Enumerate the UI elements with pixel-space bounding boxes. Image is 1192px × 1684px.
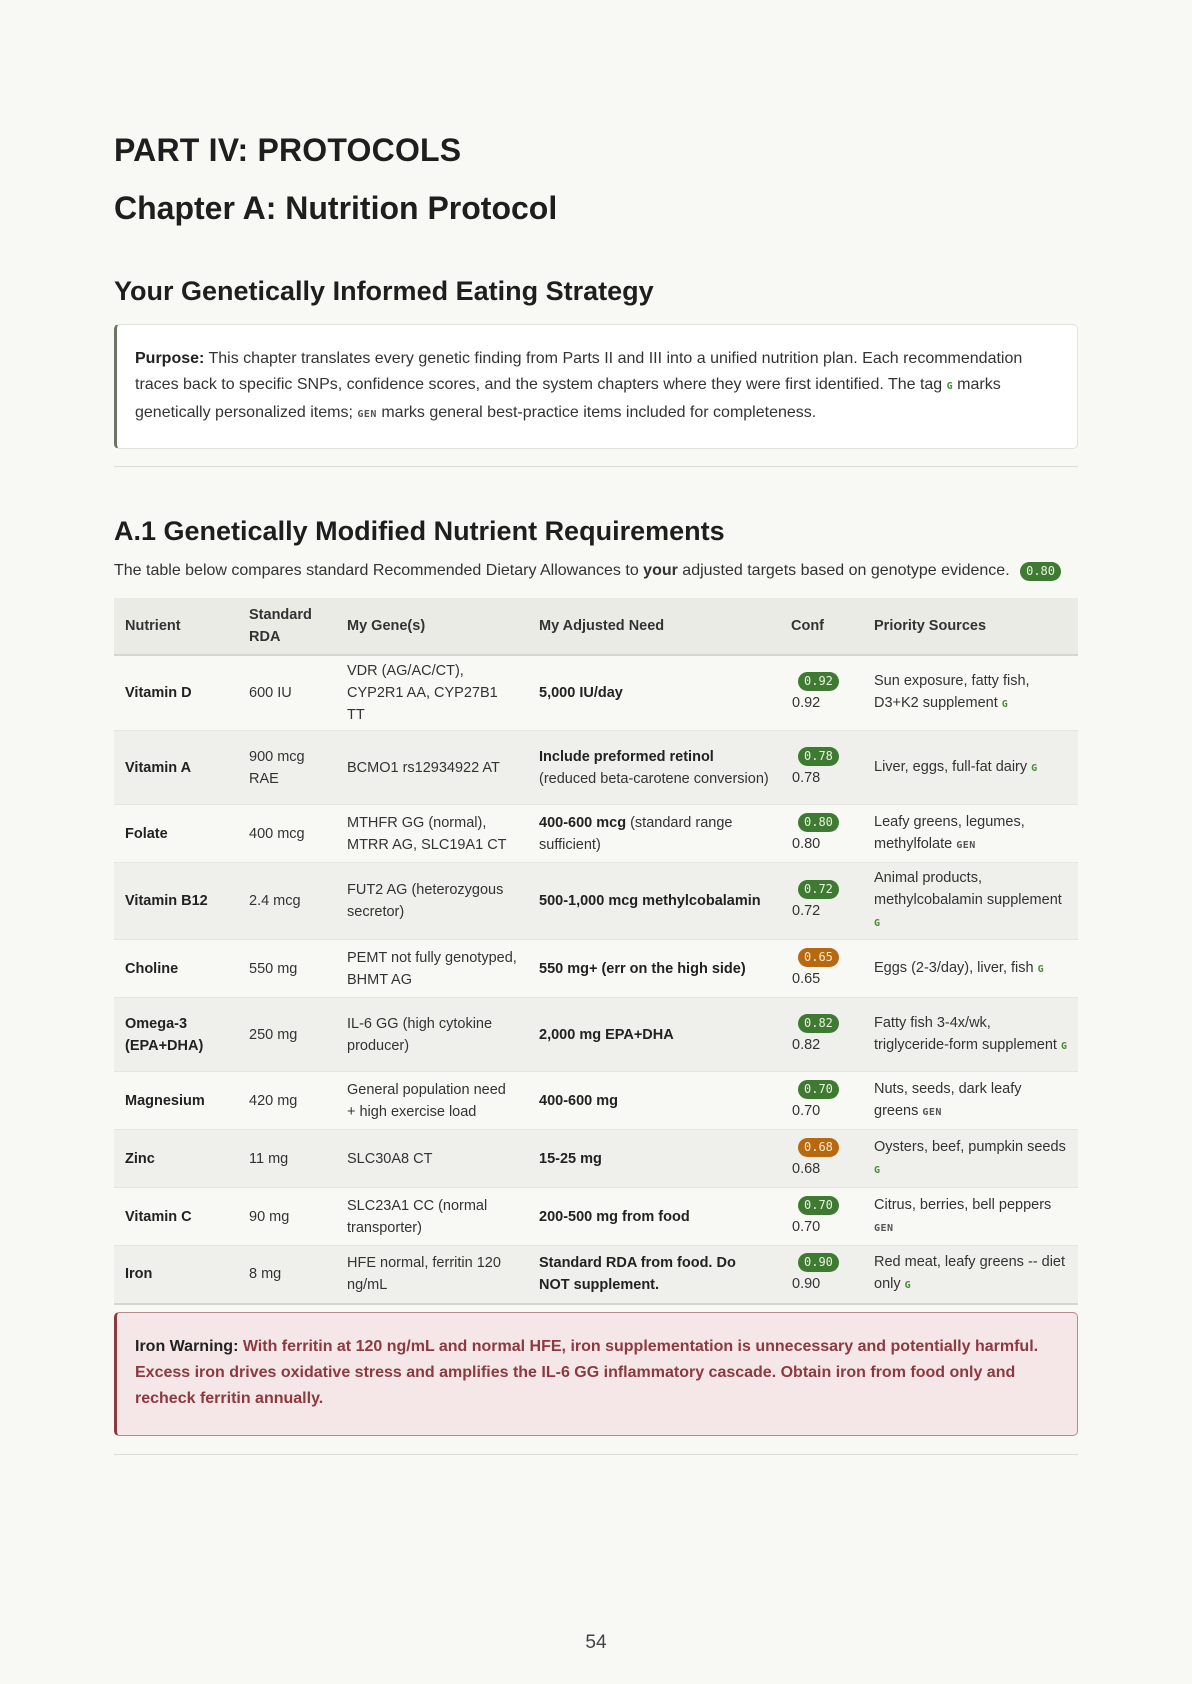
warning-text: With ferritin at 120 ng/mL and normal HFE, iron supplementation is unnecessary and potentially harmful. Excess iron drives oxidative stress and amplifies the IL-6 GG inflammatory cascade. Obtain iron from food only and recheck ferritin annually. [135,1338,1039,1407]
sources-text: Leafy greens, legumes, methylfolate [874,813,1025,852]
confidence-badge: 0.65 [798,948,839,967]
genes: VDR (AG/AC/CT), CYP2R1 AA, CYP27B1 TT [336,655,528,731]
confidence-badge: 0.72 [798,880,839,899]
table-row [114,1072,1078,1130]
confidence-badge: 0.70 [798,1196,839,1215]
purpose-label: Purpose: [135,350,205,367]
adjusted-need [528,1072,780,1130]
adjusted-need [528,998,780,1072]
purpose-text-2: marks genetically personalized items; [135,376,1001,421]
confidence-badge: 0.82 [798,1014,839,1033]
purpose-text-3: marks general best-practice items included for completeness. [376,404,817,421]
nutrient-table [114,598,1078,1305]
adjusted-need-bold: Include preformed retinol [539,748,714,765]
adjusted-need [528,863,780,940]
standard-rda: 250 mg [238,998,336,1072]
confidence-value: 0.68 [792,1160,821,1177]
genes: PEMT not fully genotyped, BHMT AG [336,940,528,998]
confidence-badge: 0.70 [798,1080,839,1099]
general-tag: GEN [956,839,976,851]
genetic-tag: G [1037,963,1044,975]
general-tag: GEN [922,1106,942,1118]
table-row [114,940,1078,998]
adjusted-need-bold: 15-25 mg [539,1150,602,1167]
genes: SLC23A1 CC (normal transporter) [336,1188,528,1246]
confidence-badge: 0.92 [798,672,839,691]
standard-rda: 550 mg [238,940,336,998]
iron-warning-callout [114,1312,1078,1436]
sources-text: Liver, eggs, full-fat dairy [874,758,1028,775]
adjusted-need-bold: 5,000 IU/day [539,685,623,701]
table-row [114,1188,1078,1246]
confidence-value: 0.70 [792,1102,821,1119]
standard-rda: 400 mcg [238,805,336,863]
divider [114,466,1078,467]
confidence-badge: 0.80 [1020,562,1061,581]
table-row [114,805,1078,863]
warning-label: Iron Warning: [135,1338,239,1355]
priority-sources [863,1072,1078,1130]
genes: SLC30A8 CT [336,1130,528,1188]
table-row [114,731,1078,805]
adjusted-need-bold: 400-600 mcg [539,814,627,831]
confidence-value: 0.78 [792,769,821,786]
divider [114,1454,1078,1455]
adjusted-need [528,805,780,863]
part-title: PART IV: PROTOCOLS [114,132,462,168]
confidence [780,1072,863,1130]
header-genes: My Gene(s) [347,618,426,634]
nutrient-name: Zinc [114,1130,238,1188]
confidence-badge: 0.90 [798,1253,839,1272]
adjusted-need-note: (standard range sufficient) [539,814,733,853]
genetic-tag: G [874,918,881,929]
nutrient-name: Omega-3 (EPA+DHA) [114,998,238,1072]
purpose-callout [114,324,1078,449]
standard-rda: 8 mg [238,1246,336,1304]
genetic-tag: G [1031,762,1038,774]
standard-rda: 900 mcg RAE [238,731,336,805]
sources-text: Eggs (2-3/day), liver, fish [874,959,1034,976]
genetic-tag: G [904,1280,911,1292]
confidence-badge: 0.80 [798,813,839,832]
confidence [780,1130,863,1188]
confidence-value: 0.90 [792,1276,821,1293]
standard-rda: 600 IU [238,655,336,731]
priority-sources [863,731,1078,805]
page-number: 54 [585,1632,607,1653]
nutrient-name: Iron [114,1246,238,1304]
nutrient-name: Vitamin B12 [114,863,238,940]
confidence [780,731,863,805]
intro-text-2: adjusted targets based on genotype evidence. [677,562,1010,579]
header-standard-rda: Standard RDA [249,607,312,645]
genes: HFE normal, ferritin 120 ng/mL [336,1246,528,1304]
sources-text: Red meat, leafy greens -- diet only [874,1254,1066,1293]
subsection-title: A.1 Genetically Modified Nutrient Requirements [114,516,725,546]
confidence [780,655,863,731]
confidence [780,863,863,940]
priority-sources [863,1188,1078,1246]
priority-sources [863,863,1078,940]
sources-text: Animal products, methylcobalamin supplement [874,870,1062,908]
intro-emphasis: your [643,562,678,579]
table-row [114,863,1078,940]
table-row [114,1246,1078,1304]
table-intro [114,562,1094,581]
confidence-value: 0.65 [792,970,821,987]
confidence [780,940,863,998]
intro-text: The table below compares standard Recommended Dietary Allowances to [114,562,644,579]
adjusted-need-bold: 200-500 mg from food [539,1208,690,1225]
header-priority-sources: Priority Sources [874,618,987,634]
confidence-value: 0.70 [792,1218,821,1235]
adjusted-need-bold: 500-1,000 mcg methylcobalamin [539,893,761,909]
genes: IL-6 GG (high cytokine producer) [336,998,528,1072]
header-adjusted-need: My Adjusted Need [539,618,665,634]
confidence-badge: 0.78 [798,747,839,766]
sources-text: Sun exposure, fatty fish, D3+K2 supplement [874,673,1030,711]
genetic-tag: G [874,1164,881,1176]
standard-rda: 11 mg [238,1130,336,1188]
genes: BCMO1 rs12934922 AT [336,731,528,805]
sources-text: Citrus, berries, bell peppers [874,1196,1052,1213]
adjusted-need-bold: 400-600 mg [539,1092,618,1109]
purpose-text: This chapter translates every genetic finding from Parts II and III into a unified nutrition plan. Each recommendation traces back to specific SNPs, confidence scores, and the system chapters where they were first identified. The tag [135,350,1023,393]
genetic-tag: G [1001,699,1008,710]
priority-sources [863,805,1078,863]
nutrient-name: Choline [114,940,238,998]
confidence [780,1188,863,1246]
header-conf: Conf [791,618,825,634]
adjusted-need [528,731,780,805]
confidence-value: 0.72 [792,903,821,919]
adjusted-need-bold: 2,000 mg EPA+DHA [539,1026,674,1043]
priority-sources [863,1130,1078,1188]
adjusted-need-bold: Standard RDA from food. Do NOT supplement. [539,1255,736,1294]
genes: MTHFR GG (normal), MTRR AG, SLC19A1 CT [336,805,528,863]
adjusted-need [528,1130,780,1188]
priority-sources [863,940,1078,998]
nutrient-name: Vitamin D [114,655,238,731]
table-row [114,655,1078,731]
header-nutrient: Nutrient [125,618,181,634]
priority-sources [863,655,1078,731]
standard-rda: 420 mg [238,1072,336,1130]
sources-text: Nuts, seeds, dark leafy greens [874,1080,1022,1119]
adjusted-need [528,940,780,998]
genes: FUT2 AG (heterozygous secretor) [336,863,528,940]
priority-sources [863,1246,1078,1304]
table-header-row [114,598,1078,655]
general-tag: GEN [357,409,377,420]
section-title: Your Genetically Informed Eating Strategy [114,276,654,306]
confidence-value: 0.82 [792,1036,821,1053]
adjusted-need-bold: 550 mg+ (err on the high side) [539,960,746,977]
confidence-badge: 0.68 [798,1138,839,1157]
standard-rda: 2.4 mcg [238,863,336,940]
nutrient-name: Folate [114,805,238,863]
adjusted-need [528,1246,780,1304]
table-row [114,1130,1078,1188]
genes: General population need + high exercise load [336,1072,528,1130]
adjusted-need [528,655,780,731]
nutrient-name: Vitamin C [114,1188,238,1246]
confidence [780,998,863,1072]
sources-text: Fatty fish 3-4x/wk, triglyceride-form supplement [874,1014,1057,1053]
genetic-tag: G [1060,1040,1067,1052]
adjusted-need-note: (reduced beta-carotene conversion) [539,770,769,787]
genetic-tag: G [946,381,953,392]
adjusted-need [528,1188,780,1246]
general-tag: GEN [874,1222,894,1234]
chapter-title: Chapter A: Nutrition Protocol [114,190,558,226]
priority-sources [863,998,1078,1072]
nutrient-name: Magnesium [114,1072,238,1130]
confidence [780,805,863,863]
table-row [114,998,1078,1072]
sources-text: Oysters, beef, pumpkin seeds [874,1138,1066,1155]
confidence [780,1246,863,1304]
confidence-value: 0.80 [792,835,821,852]
standard-rda: 90 mg [238,1188,336,1246]
nutrient-name: Vitamin A [114,731,238,805]
confidence-value: 0.92 [792,695,821,711]
